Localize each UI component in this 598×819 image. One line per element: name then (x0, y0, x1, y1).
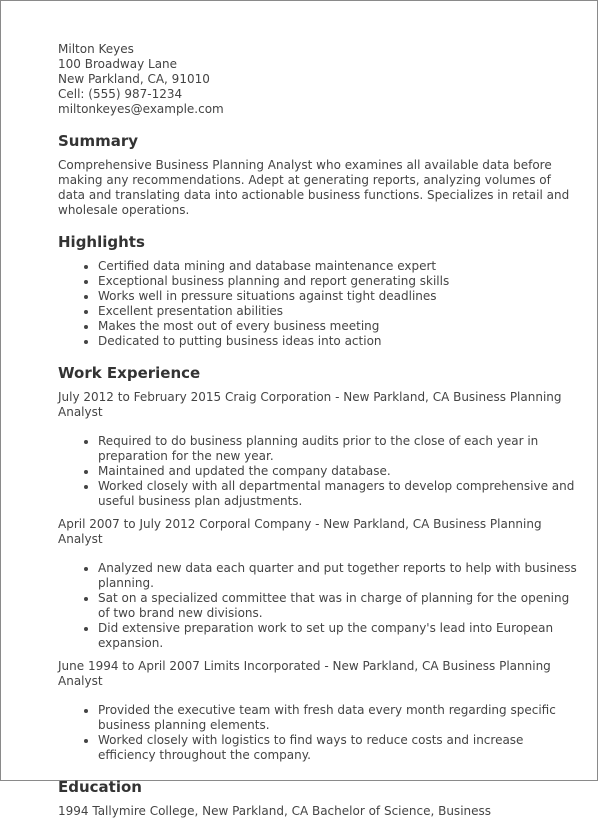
highlight-item: • Excellent presentation abilities (98, 304, 577, 319)
highlight-item: • Certified data mining and database maintenance expert (98, 259, 577, 274)
education-heading: Education (58, 778, 142, 796)
highlight-item: • Works well in pressure situations against tight deadlines (98, 289, 577, 304)
contact-city: New Parkland, CA, 91010 (58, 72, 210, 86)
job-bullet: • Sat on a specialized committee that was in charge of planning for the opening of two brand new divisions. (98, 591, 577, 621)
job-bullets (58, 703, 577, 763)
job-title-line: April 2007 to July 2012 Corporal Company - New Parkland, CA Business Planning Analyst (58, 517, 542, 546)
job-bullet: • Worked closely with logistics to find ways to reduce costs and increase efficiency throughout the company. (98, 733, 577, 763)
job-bullet: • Worked closely with all departmental managers to develop comprehensive and useful business plan adjustments. (98, 479, 577, 509)
summary-section (58, 132, 577, 218)
job-bullets (58, 434, 577, 509)
highlights-list (58, 259, 577, 349)
job-bullet: • Provided the executive team with fresh data every month regarding specific business planning elements. (98, 703, 577, 733)
job-entry (58, 659, 577, 763)
contact-name: Milton Keyes (58, 42, 134, 56)
experience-section (58, 364, 577, 763)
job-title-line: June 1994 to April 2007 Limits Incorporated - New Parkland, CA Business Planning Analyst (58, 659, 551, 688)
summary-text: Comprehensive Business Planning Analyst who examines all available data before making any recommendations. Adept at generating reports, analyzing volumes of data and translating data into actionable business functions. Specializes in retail and wholesale operations. (58, 158, 570, 217)
contact-phone: Cell: (555) 987-1234 (58, 87, 183, 101)
job-title-line: July 2012 to February 2015 Craig Corporation - New Parkland, CA Business Planning Analyst (58, 390, 562, 419)
highlights-heading: Highlights (58, 233, 145, 251)
highlight-item: • Dedicated to putting business ideas into action (98, 334, 577, 349)
education-section (58, 778, 577, 819)
highlight-item: • Exceptional business planning and report generating skills (98, 274, 577, 289)
education-text: 1994 Tallymire College, New Parkland, CA Bachelor of Science, Business (58, 804, 492, 818)
job-bullet: • Analyzed new data each quarter and put together reports to help with business planning. (98, 561, 577, 591)
contact-email: miltonkeyes@example.com (58, 102, 224, 116)
contact-street: 100 Broadway Lane (58, 57, 178, 71)
job-bullet: • Did extensive preparation work to set up the company's lead into European expansion. (98, 621, 577, 651)
job-bullets (58, 561, 577, 651)
job-entry (58, 517, 577, 651)
highlights-section (58, 233, 577, 349)
contact-block (58, 42, 577, 117)
highlight-item: • Makes the most out of every business meeting (98, 319, 577, 334)
job-bullet: • Maintained and updated the company database. (98, 464, 577, 479)
experience-heading: Work Experience (58, 364, 201, 382)
job-bullet: • Required to do business planning audits prior to the close of each year in preparation for the new year. (98, 434, 577, 464)
summary-heading: Summary (58, 132, 139, 150)
job-entry (58, 390, 577, 509)
